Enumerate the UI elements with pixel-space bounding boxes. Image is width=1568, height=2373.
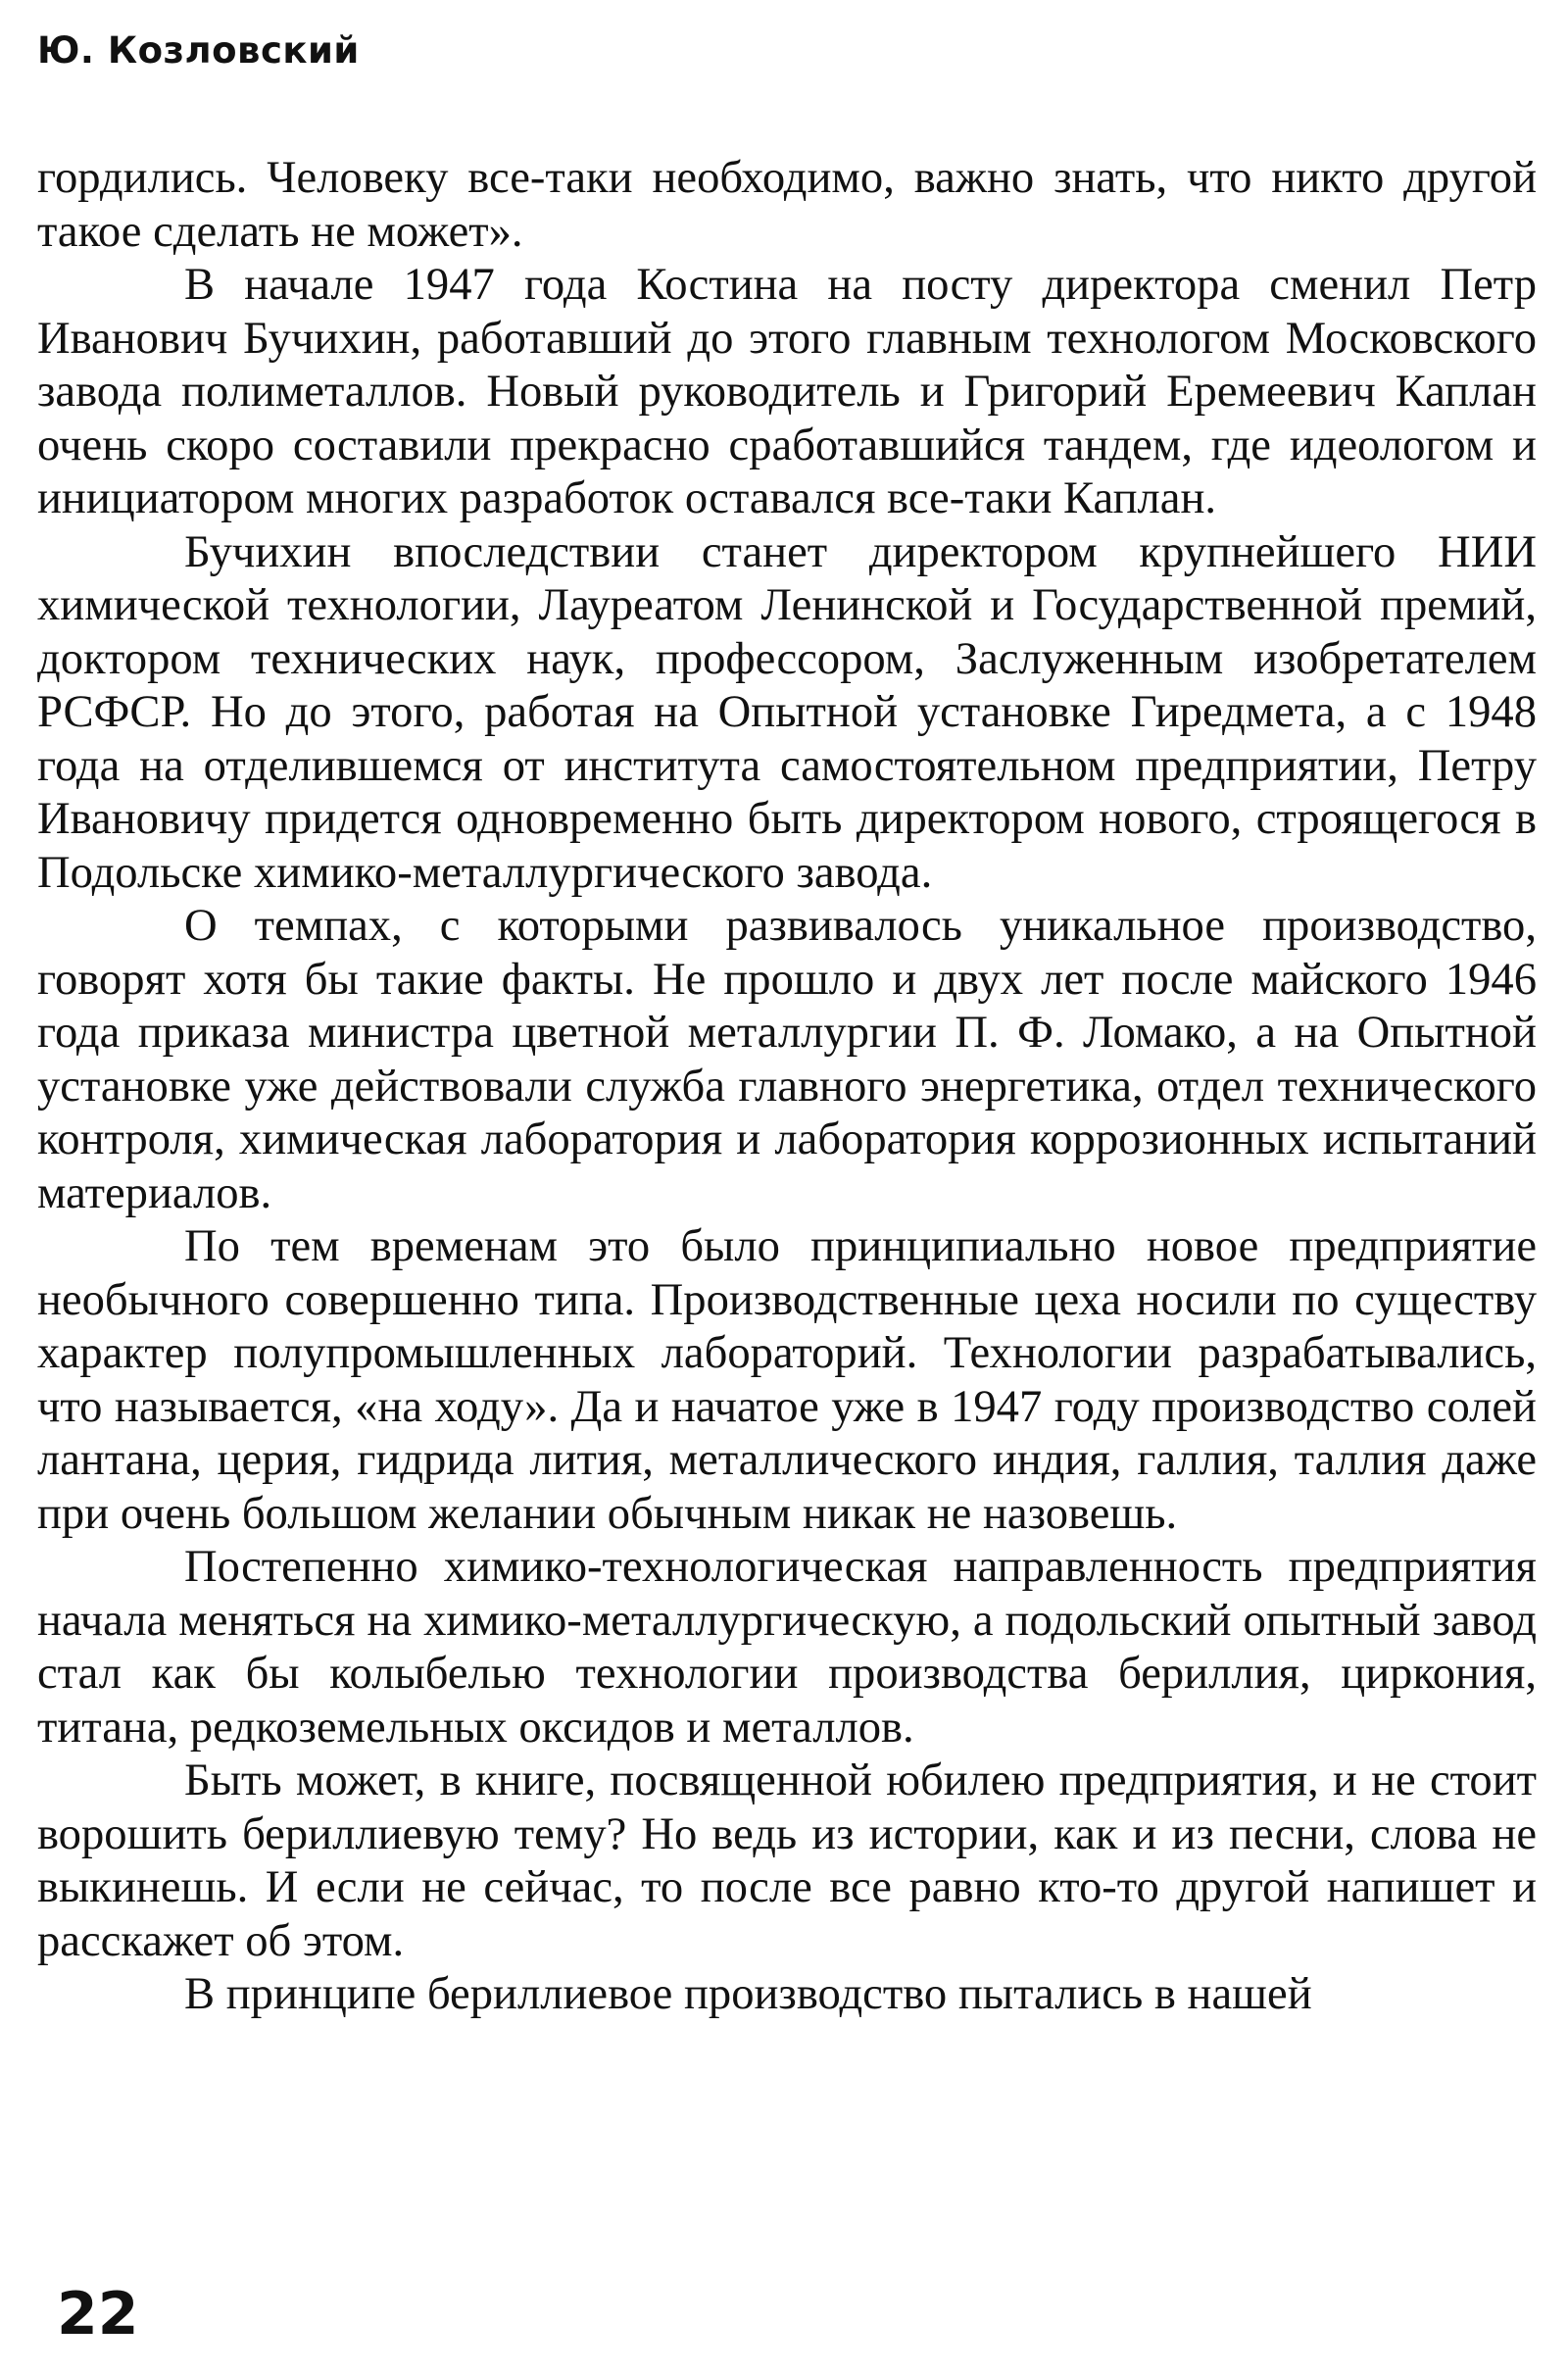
running-head-author: Ю. Козловский [37, 29, 360, 72]
paragraph: По тем временам это было принципиально новое предприятие необычного совершенно типа. Производственные цеха носили по существу характер полупромышленных лабораторий. Технологии разрабатывались, что называется, «на ходу». Да и начатое уже в 1947 году производство солей лантана, церия, гидрида лития, металлического индия, галлия, таллия даже при очень большом желании обычным никак не назовешь. [37, 1220, 1537, 1539]
paragraph: В начале 1947 года Костина на посту директора сменил Петр Иванович Бучихин, работавший до этого главным технологом Московского завода полиметаллов. Новый руководитель и Григорий Еремеевич Каплан очень скоро составили прекрасно сработавшийся тандем, где идеологом и инициатором многих разработок оставался все-таки Каплан. [37, 259, 1537, 523]
paragraph: Постепенно химико-технологическая направленность предприятия начала меняться на химико-металлургическую, а подольский опытный завод стал как бы колыбелью технологии производства бериллия, циркония, титана, редкоземельных оксидов и металлов. [37, 1541, 1537, 1753]
paragraph: Быть может, в книге, посвященной юбилею предприятия, и не стоит ворошить бериллиевую тему? Но ведь из истории, как и из песни, слова не выкинешь. И если не сейчас, то после все равно кто-то другой напишет и расскажет об этом. [37, 1755, 1537, 1966]
paragraph: Бучихин впоследствии станет директором крупнейшего НИИ химической технологии, Лауреатом Ленинской и Государственной премий, доктором технических наук, профессором, Заслуженным изобретателем РСФСР. Но до этого, работая на Опытной установке Гиредмета, а с 1948 года на отделившемся от института самостоятельном предприятии, Петру Ивановичу придется одновременно быть директором нового, строящегося в Подольске химико-металлургического завода. [37, 525, 1537, 898]
page-number: 22 [57, 2280, 139, 2348]
paragraph: О темпах, с которыми развивалось уникальное производство, говорят хотя бы такие факты. Не прошло и двух лет после майского 1946 года приказа министра цветной металлургии П. Ф. Ломако, а на Опытной установке уже действовали служба главного энергетика, отдел технического контроля, химическая лаборатория и лаборатория коррозионных испытаний материалов. [37, 900, 1537, 1218]
paragraph-last: В принципе бериллиевое производство пытались в нашей [184, 1968, 1312, 2019]
paragraph-continuation: гордились. Человеку все-таки необходимо, важно знать, что никто другой такое сделать не может». [37, 152, 1537, 257]
body-text [37, 151, 1537, 2021]
